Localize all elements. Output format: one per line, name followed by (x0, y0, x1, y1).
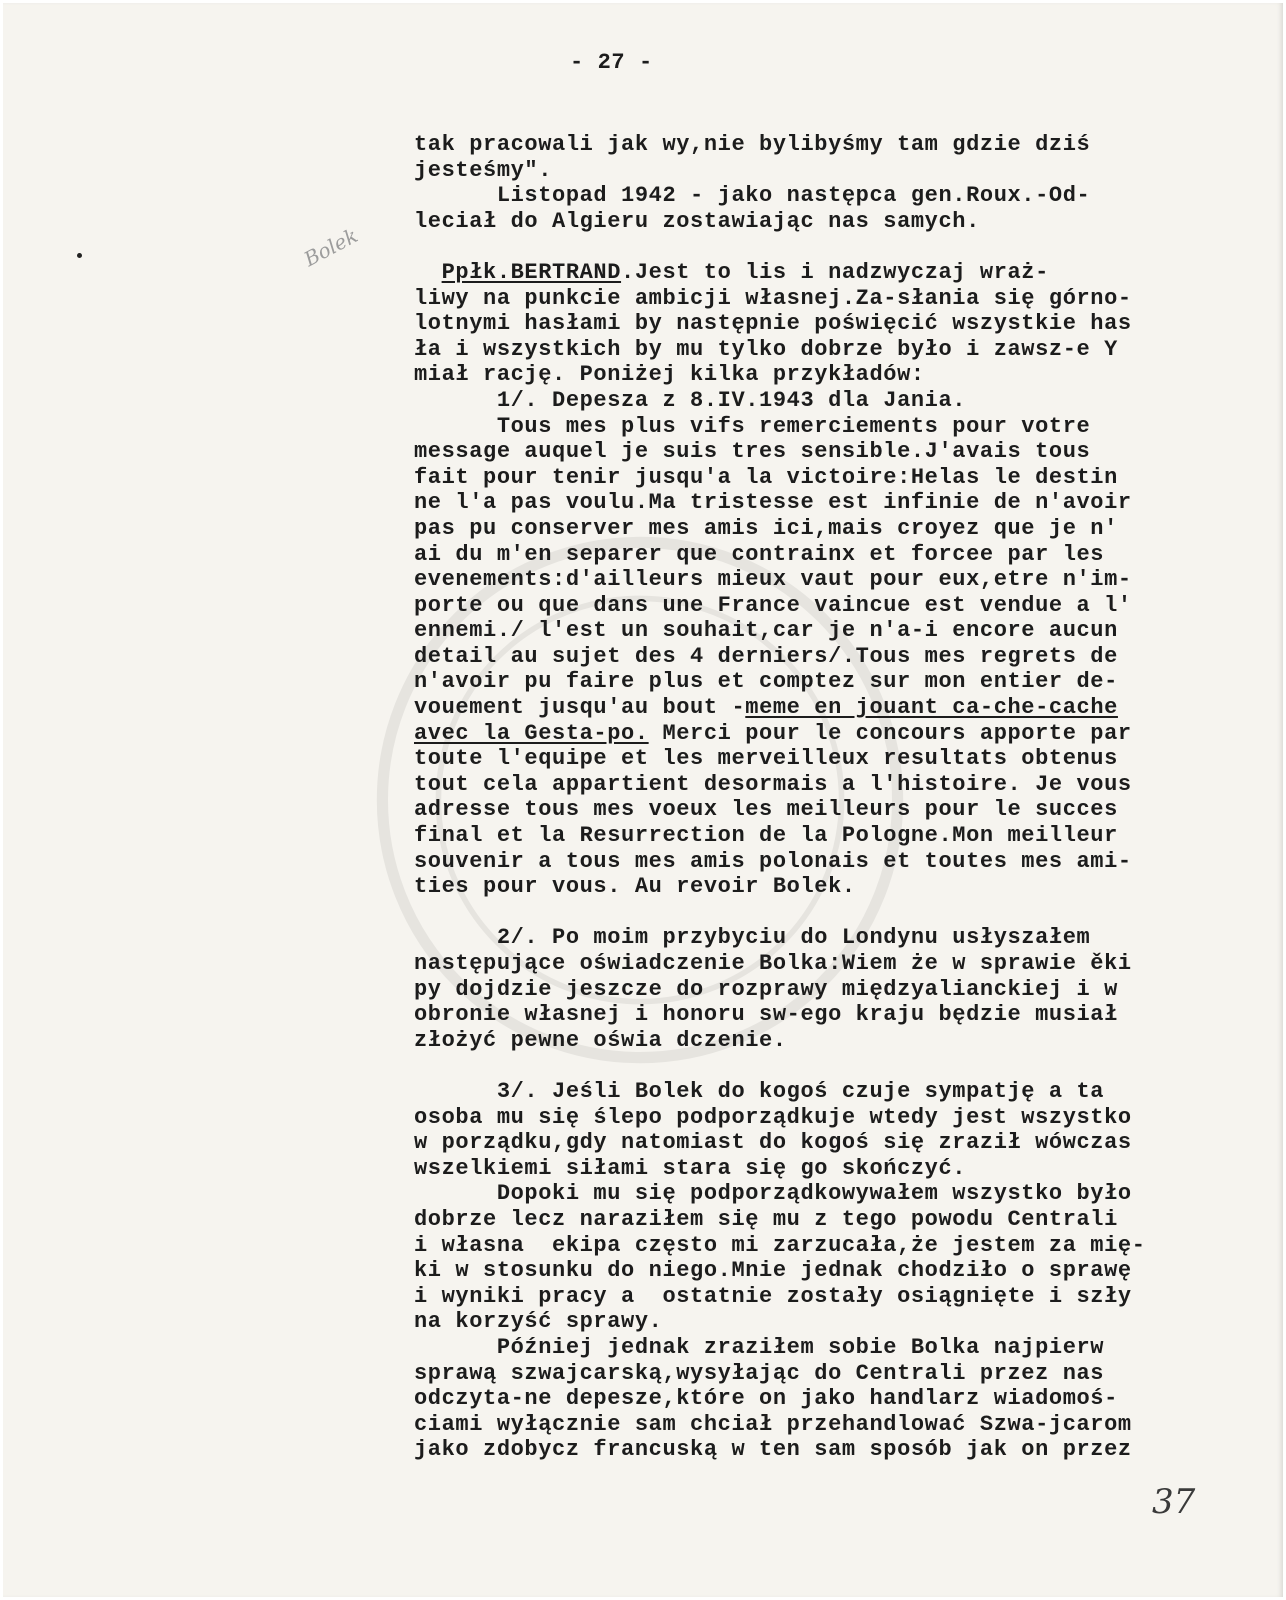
text-line (414, 925, 1244, 951)
text-line (414, 1181, 1244, 1207)
text-line (414, 593, 1244, 619)
line-text: ai du m'en separer que contrainx et forcee par les (414, 541, 1105, 567)
line-text: wszelkiemi siłami stara się go skończyć. (414, 1155, 967, 1181)
line-text: ennemi./ l'est un souhait,car je n'a-i encore aucun (414, 618, 1118, 644)
line-text: i wyniki pracy a ostatnie zostały osiągnięte i szły (414, 1283, 1132, 1309)
text-line (414, 669, 1244, 695)
underlined-text: Ppłk.BERTRAND (441, 259, 622, 285)
text-line (414, 1361, 1244, 1387)
paragraph-gap (414, 900, 1244, 926)
text-line (414, 1105, 1244, 1131)
line-text: detail au sujet des 4 derniers/.Tous mes regrets de (414, 643, 1118, 669)
line-text: vouement jusqu'au bout - (414, 695, 746, 721)
text-line (414, 797, 1244, 823)
line-text: souvenir a tous mes amis polonais et toutes mes ami- (414, 848, 1132, 874)
line-text: ties pour vous. Au revoir Bolek. (414, 874, 856, 900)
text-line (414, 490, 1244, 516)
line-text: ne l'a pas voulu.Ma tristesse est infinie de n'avoir (414, 490, 1132, 516)
text-line (414, 1258, 1244, 1284)
line-text: adresse tous mes voeux les meilleurs pour le succes (414, 797, 1118, 823)
line-text: na korzyść sprawy. (414, 1309, 663, 1335)
text-line (414, 823, 1244, 849)
line-text: py dojdzie jeszcze do rozprawy międzyalianckiej i w (414, 976, 1118, 1002)
underlined-text: meme en jouant ca-che-cache (745, 695, 1118, 721)
line-text: 1/. Depesza z 8.IV.1943 dla Jania. (414, 387, 967, 413)
margin-dot (77, 253, 82, 258)
text-line (414, 516, 1244, 542)
text-line (414, 746, 1244, 772)
line-text: złożyć pewne oświa dczenie. (414, 1027, 787, 1053)
document-body (414, 132, 1244, 1463)
line-text-rest: .Jest to lis i nadzwyczaj wraż- (621, 259, 1049, 285)
text-line (414, 1412, 1244, 1438)
text-line (414, 618, 1244, 644)
line-text: n'avoir pu faire plus et comptez sur mon entier de- (414, 669, 1118, 695)
line-text: i własna ekipa często mi zarzucała,że jestem za mię- (414, 1232, 1146, 1258)
line-text: jesteśmy". (414, 157, 553, 183)
line-text: evenements:d'ailleurs mieux vaut pour eux,etre n'im- (414, 567, 1132, 593)
line-text: pas pu conserver mes amis ici,mais croyez que je n' (414, 515, 1118, 541)
text-line (414, 951, 1244, 977)
line-text: następujące oświadczenie Bolka:Wiem że w sprawie ěki (414, 951, 1132, 976)
page-number: - 27 - (570, 50, 653, 75)
text-line (414, 1130, 1244, 1156)
line-text: osoba mu się ślepo podporządkuje wtedy jest wszystko (414, 1104, 1132, 1130)
text-line (414, 874, 1244, 900)
line-text: odczyta-ne depesze,które on jako handlarz wiadomoś- (414, 1386, 1118, 1412)
line-text: ki w stosunku do niego.Mnie jednak chodziło o sprawę (414, 1258, 1132, 1284)
line-text: lotnymi hasłami by następnie poświęcić wszystkie has (414, 311, 1132, 337)
line-text: w porządku,gdy natomiast do kogoś się zraził wówczas (414, 1130, 1132, 1156)
line-text: Listopad 1942 - jako następca gen.Roux.-Od- (414, 183, 1091, 209)
underlined-text: avec la Gesta-po. (414, 720, 649, 746)
line-text: Później jednak zraziłem sobie Bolka najpierw (414, 1334, 1105, 1360)
line-text-rest: Merci pour le concours apporte par (648, 720, 1132, 746)
text-line (414, 311, 1244, 337)
line-text: porte ou que dans une France vaincue est vendue a l' (414, 592, 1132, 618)
line-text: 3/. Jeśli Bolek do kogoś czuje sympatję a ta (414, 1078, 1105, 1104)
text-line (414, 209, 1244, 235)
text-line (414, 542, 1244, 568)
text-line (414, 1284, 1244, 1310)
text-line (414, 1386, 1244, 1412)
text-line (414, 1156, 1244, 1182)
line-text: leciał do Algieru zostawiając nas samych. (414, 208, 980, 234)
text-line (414, 388, 1244, 414)
line-text: 2/. Po moim przybyciu do Londynu usłyszałem (414, 925, 1091, 951)
line-text: final et la Resurrection de la Pologne.Mon meilleur (414, 823, 1118, 849)
text-line (414, 183, 1244, 209)
line-text: Dopoki mu się podporządkowywałem wszystko było (414, 1181, 1132, 1207)
text-line (414, 849, 1244, 875)
line-text: liwy na punkcie ambicji własnej.Za-słania się górno- (414, 285, 1132, 311)
text-line (414, 977, 1244, 1003)
text-line (414, 1309, 1244, 1335)
line-text: toute l'equipe et les merveilleux resultats obtenus (414, 746, 1118, 772)
line-text: obronie własnej i honoru sw-ego kraju będzie musiał (414, 1002, 1118, 1028)
line-text: ciami wyłącznie sam chciał przehandlować Szwa-jcarom (414, 1411, 1132, 1437)
text-line (414, 132, 1244, 158)
text-line (414, 695, 1244, 721)
text-line (414, 286, 1244, 312)
text-line (414, 772, 1244, 798)
line-text: tout cela appartient desormais a l'histoire. Je vous (414, 771, 1132, 797)
line-text: miał rację. Poniżej kilka przykładów: (414, 362, 925, 388)
text-line (414, 567, 1244, 593)
text-line (414, 362, 1244, 388)
text-line (414, 260, 1244, 286)
line-text: fait pour tenir jusqu'a la victoire:Helas le destin (414, 464, 1118, 490)
paragraph-gap (414, 1053, 1244, 1079)
handwritten-folio-number: 37 (1152, 1482, 1196, 1522)
line-text: dobrze lecz naraziłem się mu z tego powodu Centrali (414, 1206, 1118, 1232)
text-line (414, 439, 1244, 465)
line-text: jako zdobycz francuską w ten sam sposób jak on przez (414, 1437, 1132, 1463)
line-text: message auquel je suis tres sensible.J'avais tous (414, 439, 1091, 465)
paragraph-gap (414, 234, 1244, 260)
pencil-margin-note: Bolek (300, 223, 362, 272)
text-line (414, 1335, 1244, 1361)
text-line (414, 465, 1244, 491)
text-line (414, 158, 1244, 184)
text-line (414, 1028, 1244, 1054)
text-line (414, 1233, 1244, 1259)
text-line (414, 337, 1244, 363)
text-line (414, 1207, 1244, 1233)
text-line (414, 721, 1244, 747)
text-line (414, 1437, 1244, 1463)
line-text: ła i wszystkich by mu tylko dobrze było i zawsz-e Y (414, 336, 1118, 362)
text-line (414, 1002, 1244, 1028)
line-text: Tous mes plus vifs remerciements pour votre (414, 413, 1091, 439)
text-line (414, 414, 1244, 440)
text-line (414, 644, 1244, 670)
line-text: sprawą szwajcarską,wysyłając do Centrali przez nas (414, 1360, 1105, 1386)
line-text: tak pracowali jak wy,nie bylibyśmy tam gdzie dziś (414, 132, 1091, 157)
line-text (414, 260, 442, 285)
text-line (414, 1079, 1244, 1105)
